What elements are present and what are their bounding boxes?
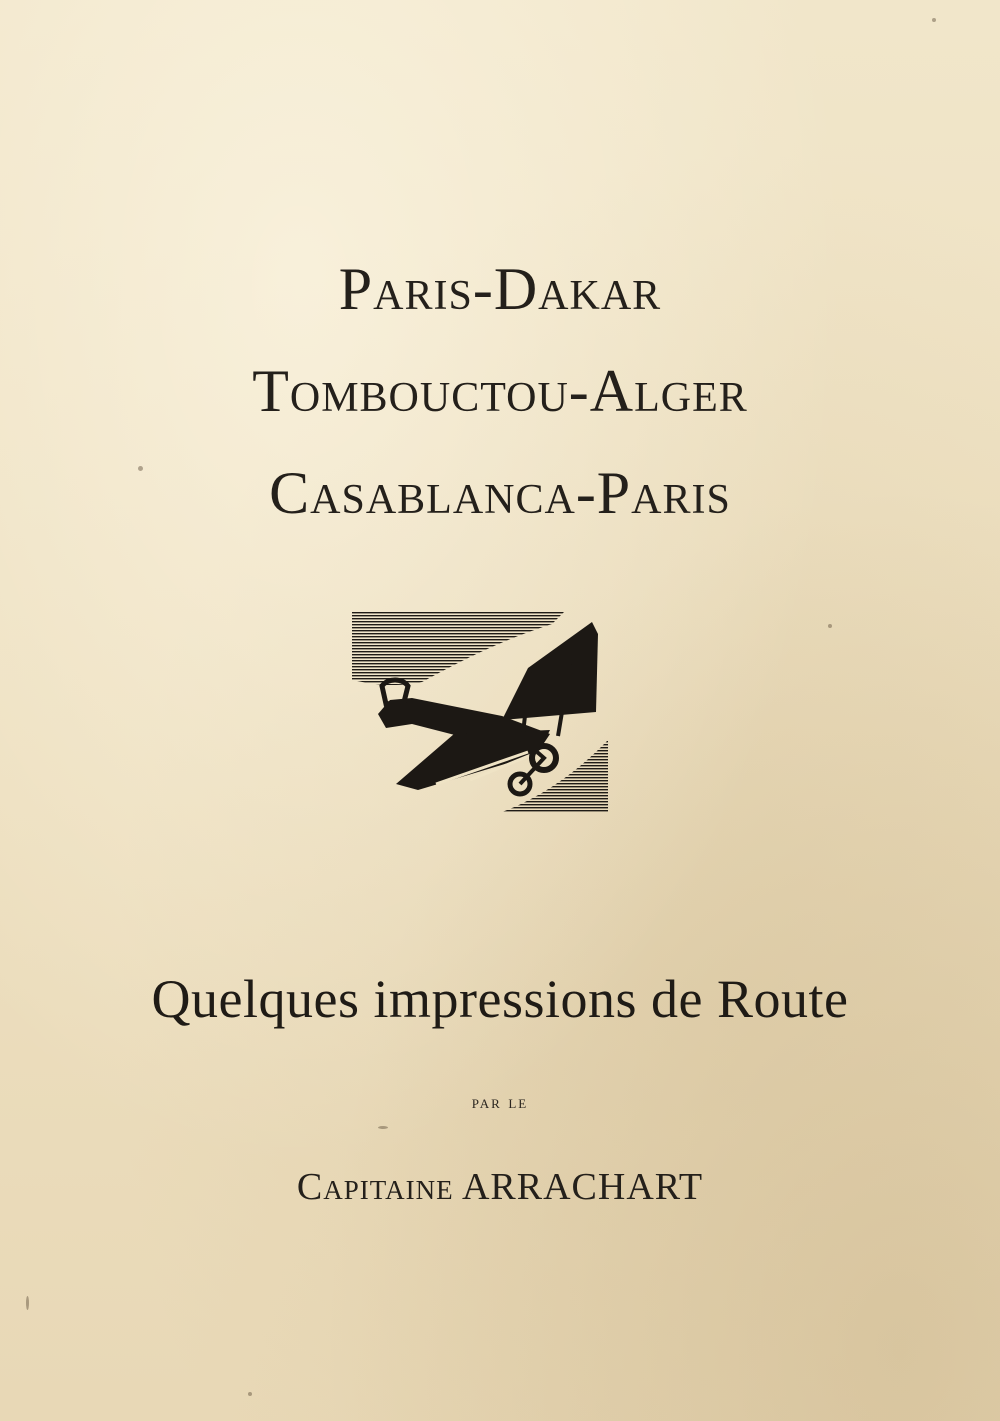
author-line bbox=[0, 1165, 1000, 1209]
title-line-2: Tombouctou-Alger bbox=[252, 358, 748, 424]
paper-speck bbox=[828, 624, 832, 628]
subtitle: Quelques impressions de Route bbox=[151, 969, 849, 1029]
paper-speck bbox=[26, 1296, 29, 1310]
paper-speck bbox=[248, 1392, 252, 1396]
author-name: ARRACHART bbox=[461, 1166, 704, 1208]
paper-speck bbox=[378, 1126, 388, 1129]
byline: par le bbox=[471, 1092, 529, 1112]
title-line-3: Casablanca-Paris bbox=[269, 460, 731, 526]
paper-speck bbox=[138, 466, 143, 471]
author-rank: Capitaine bbox=[296, 1166, 454, 1208]
paper-speck bbox=[932, 18, 936, 22]
biplane-woodcut-icon bbox=[352, 612, 608, 812]
title-block bbox=[0, 238, 1000, 544]
title-line-1: Paris-Dakar bbox=[338, 256, 662, 322]
